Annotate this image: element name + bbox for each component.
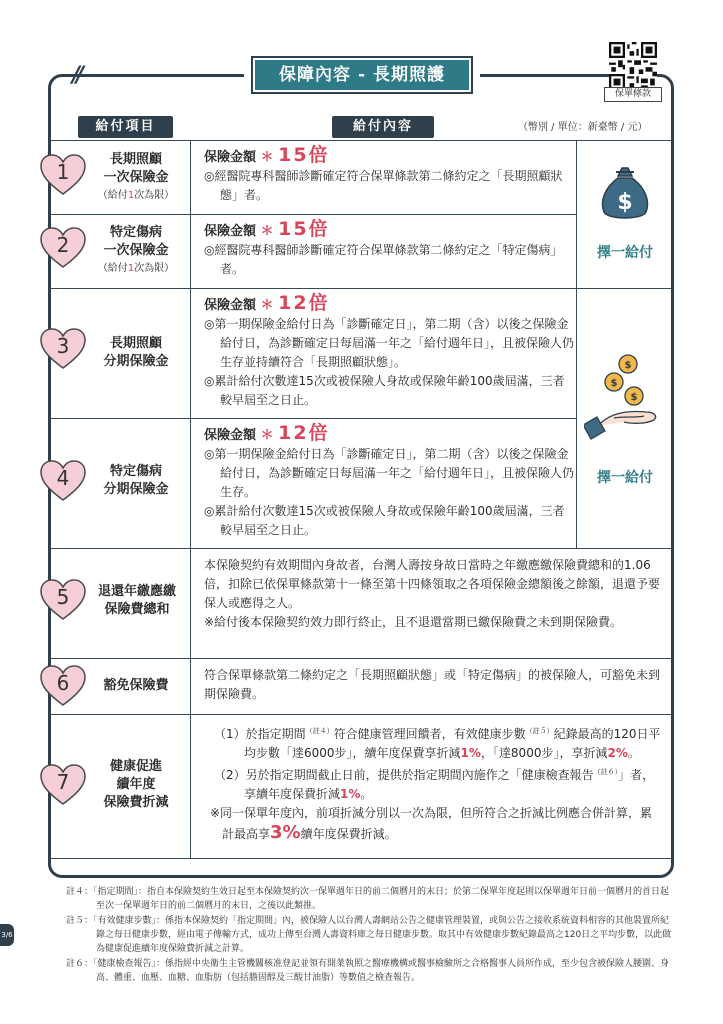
benefit-content: 保險金額 ＊ 15倍 ◎經醫院專科醫師診斷確定符合保單條款第二條約定之「長期照顧狀態」者。 xyxy=(204,144,563,202)
pick-one-label: 擇一給付 xyxy=(597,470,653,486)
item-name: 退還年繳應繳 保險費總和 xyxy=(97,584,176,617)
heart-number-icon: 5 xyxy=(40,579,86,621)
table-line xyxy=(50,214,576,215)
svg-text:$: $ xyxy=(624,360,632,371)
benefit-content: 保險金額 ＊ 12倍 ◎第一期保險金給付日為「診斷確定日」，第二期（含）以後之保險金給付日，為診斷確定日每屆滿一年之「給付週年日」，且被保險人仍生存。 ◎累計給付次數達15次或被保險人身故或保險年齡100歲屆滿，三者較早屆至之日止。 xyxy=(204,422,575,537)
heart-number-icon: 3 xyxy=(40,328,86,370)
heart-number-icon: 2 xyxy=(40,227,86,269)
heart-number-icon: 7 xyxy=(40,764,86,806)
page-indicator: 3/6 xyxy=(0,924,14,946)
item-name: 長期照顧 一次保險金 （給付1次為限） xyxy=(97,152,175,201)
item-name: 豁免保險費 xyxy=(103,678,169,693)
header-item: 給付項目 xyxy=(78,116,173,138)
table-line xyxy=(50,140,672,141)
table-line xyxy=(50,714,672,715)
header-content: 給付內容 xyxy=(332,116,434,138)
benefit-content: 符合保單條款第二條約定之「長期照顧狀態」或「特定傷病」的被保險人，可豁免未到期保險費。 xyxy=(204,668,661,701)
footnotes xyxy=(66,885,676,986)
item-name: 長期照顧 分期保險金 xyxy=(103,336,169,369)
unit-note: （幣別 / 單位：新臺幣 / 元） xyxy=(518,122,648,133)
table-line xyxy=(50,288,672,289)
table-line xyxy=(190,140,191,858)
table-line xyxy=(576,140,577,548)
table-line xyxy=(50,858,672,859)
table-line xyxy=(50,548,672,549)
item-name: 健康促進 續年度 保險費折減 xyxy=(103,759,169,810)
pick-one-label: 擇一給付 xyxy=(597,245,653,261)
heart-number-icon: 6 xyxy=(40,665,86,707)
svg-text:$: $ xyxy=(617,190,633,215)
svg-text:$: $ xyxy=(610,378,618,389)
qr-label: 保單條款 xyxy=(604,87,662,102)
benefit-content: 保險金額 ＊ 12倍 ◎第一期保險金給付日為「診斷確定日」，第二期（含）以後之保險金給付日，為診斷確定日每屆滿一年之「給付週年日」，且被保險人仍生存並持續符合「長期照顧狀態」。 ◎累計給付次數達15次或被保險人身故或保險年齡100歲屆滿，三者較早屆至之日止。 xyxy=(204,292,575,407)
benefit-content: 保險金額 ＊ 15倍 ◎經醫院專科醫師診斷確定符合保單條款第二條約定之「特定傷病」者。 xyxy=(204,218,563,276)
item-name: 特定傷病 一次保險金 （給付1次為限） xyxy=(97,225,175,274)
footnote: 註４：「指定期間」：指自本保險契約生效日起至本保險契約次一保單週年日的前二個曆月的末日；於第二保單年度起則以保單週年日前一個曆月的首日起至次一保單週年日的前二個曆月的末日，之後以此類推。 xyxy=(66,887,670,911)
footnote: 註６：「健康檢查報告」：係指經中央衛生主管機關核准登記並領有開業執照之醫療機構或醫事檢驗所之合格醫事人員所作成，至少包含被保險人腰圍、身高、體重、血壓、血糖、血脂肪（包括膽固醇及三酸甘油脂）等數值之檢查報告。 xyxy=(66,959,670,983)
footnote: 註５：「有效健康步數」：係指本保險契約「指定期間」內，被保險人以台灣人壽網站公告之健康管理裝置，或與公告之接收系統資料相容的其他裝置所紀錄之每日健康步數，經由電子傳輸方式，成功上傳至台灣人壽資料庫之每日健康步數。取其中有效健康步數紀錄最高之120日之平均步數，以此做為健康促進續年度保險費折減之計算。 xyxy=(66,916,672,954)
qr-code-icon[interactable] xyxy=(609,42,657,90)
item-name: 特定傷病 分期保險金 xyxy=(103,464,169,497)
heart-number-icon: 4 xyxy=(40,460,86,502)
benefit-content: （1）於指定期間$^{(註4)}$符合健康管理回饋者，有效健康步數$^{(註5)}$紀錄最高的120日平均步數「達6000步」，續年度保費享折減1%，「達8000步」，享折減2%。 （2）另於指定期間截止日前，提供於指定期間內施作之「健康檢查報告$^{(註6)}$」者，享續年度保費折減1%。 ※同一保單年度內，前項折減分別以一次為限，但所符合之折減比例應合併計算，累計最高享3%續年度保費折減。 xyxy=(210,727,661,843)
heart-number-icon: 1 xyxy=(40,154,86,196)
page-title: 保障內容 - 長期照護 xyxy=(253,58,471,92)
money-bag-icon xyxy=(598,162,652,224)
table-line xyxy=(50,658,672,659)
table-line xyxy=(50,418,576,419)
svg-text:$: $ xyxy=(630,392,638,403)
decorative-slashes: // xyxy=(72,63,81,88)
coins-hand-icon xyxy=(584,352,666,440)
benefit-content: 本保險契約有效期間內身故者，台灣人壽按身故日當時之年繳應繳保險費總和的1.06倍，扣除已依保單條款第十一條至第十四條領取之各項保險金總額後之餘額，退還予要保人或應得之人。 ※給付後本保險契約效力即行終止，且不退還當期已繳保險費之未到期保險費。 xyxy=(204,558,661,629)
